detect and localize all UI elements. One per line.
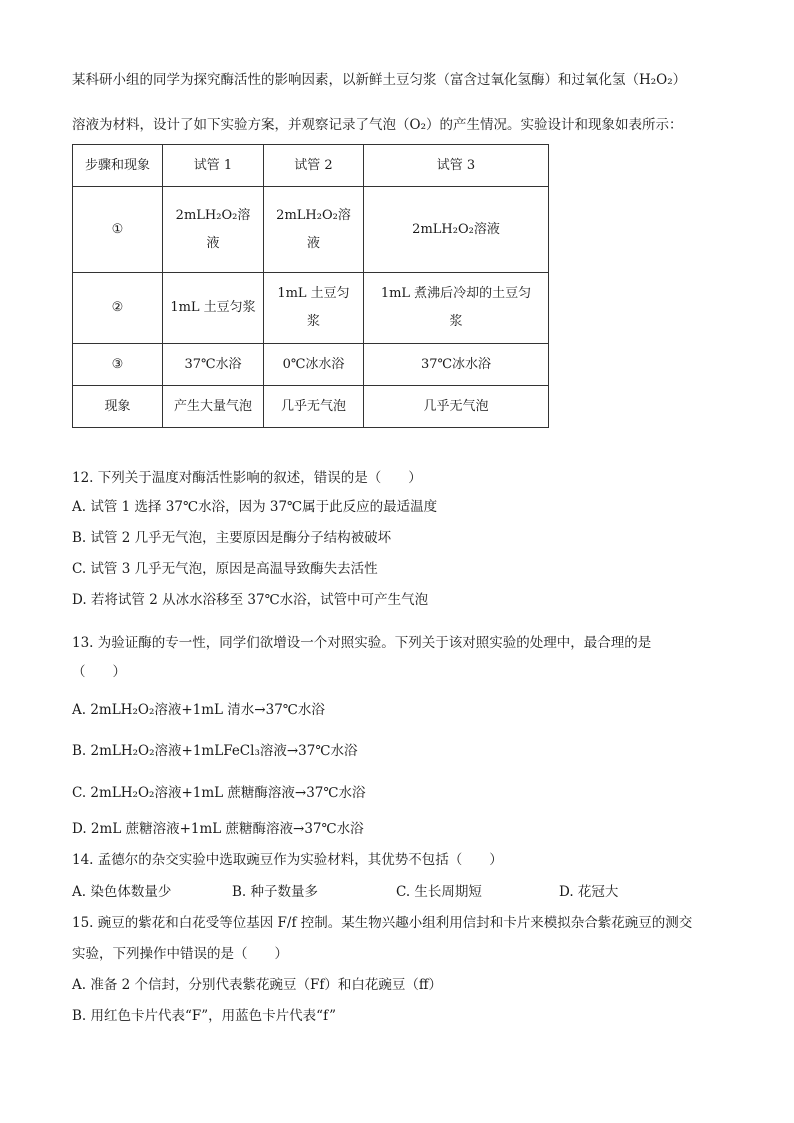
table-cell: 1mL 土豆匀浆	[163, 273, 264, 344]
question-12-stem: 12. 下列关于温度对酶活性影响的叙述，错误的是（ ）	[72, 470, 422, 486]
question-15-option-b: B. 用红色卡片代表“F”，用蓝色卡片代表“f”	[72, 1008, 336, 1024]
header-cell: 试管 1	[163, 145, 264, 187]
question-13-option-b: B. 2mLH₂O₂溶液+1mLFeCl₃溶液→37℃水浴	[72, 743, 358, 759]
table-cell: 0℃冰水浴	[264, 344, 364, 386]
table-row	[73, 344, 549, 386]
header-cell: 试管 3	[364, 145, 549, 187]
question-12-option-b: B. 试管 2 几乎无气泡，主要原因是酶分子结构被破坏	[72, 530, 392, 546]
question-13-option-a: A. 2mLH₂O₂溶液+1mL 清水→37℃水浴	[72, 702, 325, 718]
table-row	[73, 273, 549, 344]
question-13-option-d: D. 2mL 蔗糖溶液+1mL 蔗糖酶溶液→37℃水浴	[72, 821, 364, 837]
table-cell: 2mLH₂O₂溶液	[364, 187, 549, 273]
table-cell: 产生大量气泡	[163, 386, 264, 428]
step-cell: ③	[73, 344, 163, 386]
question-14-option-d: D. 花冠大	[559, 884, 619, 900]
table-cell: 37℃冰水浴	[364, 344, 549, 386]
table-cell: 几乎无气泡	[364, 386, 549, 428]
cell-line: 1mL 土豆匀	[277, 286, 350, 301]
question-14-option-c: C. 生长周期短	[396, 884, 482, 900]
cell-line: 液	[306, 235, 320, 251]
cell-line: 2mLH₂O₂溶	[175, 207, 251, 223]
table-cell: 37℃水浴	[163, 344, 264, 386]
step-cell: ①	[73, 187, 163, 273]
question-14-option-b: B. 种子数量多	[232, 884, 319, 900]
cell-line: 2mLH₂O₂溶	[276, 207, 351, 223]
cell-line: 1mL 煮沸后冷却的土豆匀	[380, 286, 532, 301]
question-15-option-a: A. 准备 2 个信封，分别代表紫花豌豆（Ff）和白花豌豆（ff）	[72, 977, 442, 993]
table-row	[73, 187, 549, 273]
question-14-stem: 14. 孟德尔的杂交实验中选取豌豆作为实验材料，其优势不包括（ ）	[72, 852, 503, 868]
question-15-stem-cont: 实验，下列操作中错误的是（ ）	[72, 946, 288, 962]
question-13-stem: 13. 为验证酶的专一性，同学们欲增设一个对照实验。下列关于该对照实验的处理中，最合理的是	[72, 635, 652, 651]
question-13-option-c: C. 2mLH₂O₂溶液+1mL 蔗糖酶溶液→37℃水浴	[72, 785, 366, 801]
question-13-stem-cont: （ ）	[72, 664, 126, 680]
step-cell: 现象	[73, 386, 163, 428]
intro-line-2: 溶液为材料，设计了如下实验方案，并观察记录了气泡（O₂）的产生情况。实验设计和现象如表所示：	[72, 117, 683, 133]
table-cell	[264, 187, 364, 273]
table-row	[73, 386, 549, 428]
table-cell	[264, 273, 364, 344]
cell-line: 液	[206, 235, 220, 251]
step-cell: ②	[73, 273, 163, 344]
question-12-option-a: A. 试管 1 选择 37℃水浴，因为 37℃属于此反应的最适温度	[72, 499, 438, 515]
table-cell: 几乎无气泡	[264, 386, 364, 428]
intro-line-1: 某科研小组的同学为探究酶活性的影响因素，以新鲜土豆匀浆（富含过氧化氢酶）和过氧化氢（H₂O₂）	[72, 72, 687, 88]
question-12-option-d: D. 若将试管 2 从冰水浴移至 37℃水浴，试管中可产生气泡	[72, 592, 429, 608]
table-header-row	[73, 145, 549, 187]
header-cell: 步骤和现象	[73, 145, 163, 187]
question-12-option-c: C. 试管 3 几乎无气泡，原因是高温导致酶失去活性	[72, 561, 378, 577]
table-cell	[364, 273, 549, 344]
question-15-stem: 15. 豌豆的紫花和白花受等位基因 F/f 控制。某生物兴趣小组利用信封和卡片来模拟杂合紫花豌豆的测交	[72, 915, 693, 931]
experiment-table	[72, 144, 549, 428]
cell-line: 浆	[449, 314, 463, 329]
question-14-options	[72, 882, 712, 902]
table-cell	[163, 187, 264, 273]
question-14-option-a: A. 染色体数量少	[72, 884, 172, 900]
header-cell: 试管 2	[264, 145, 364, 187]
cell-line: 浆	[306, 314, 320, 329]
